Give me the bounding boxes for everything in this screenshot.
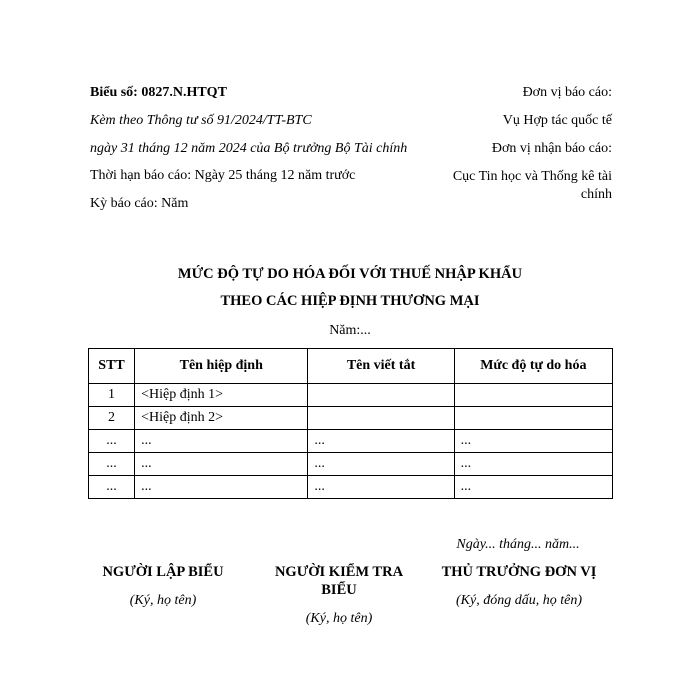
cell-agreement-name: ... [135,430,308,453]
signature-head [430,563,608,609]
col-header-abbreviation: Tên viết tắt [308,349,454,384]
year-line: Năm:... [329,323,371,338]
table-row [89,476,613,499]
cell-liberalization-level [454,384,612,407]
cell-agreement-name: ... [135,476,308,499]
checker-title: NGƯỜI KIỂM TRA BIỂU [274,564,404,598]
reporter-label: Đơn vị báo cáo: [522,85,612,100]
signature-checker [260,563,418,627]
head-note: (Ký, đóng dấu, họ tên) [456,593,582,608]
cell-abbreviation: ... [308,476,454,499]
cell-stt: ... [89,453,135,476]
table-row [89,430,613,453]
cell-abbreviation [308,384,454,407]
header-right [430,84,612,214]
cell-liberalization-level: ... [454,430,612,453]
table-header-row [89,349,613,384]
col-header-stt: STT [89,349,135,384]
col-header-agreement-name: Tên hiệp định [135,349,308,384]
receiver-unit: Cục Tin học và Thống kê tài chính [452,169,612,202]
report-title-line2: THEO CÁC HIỆP ĐỊNH THƯƠNG MẠI [220,293,480,309]
cell-liberalization-level: ... [454,476,612,499]
receiver-label: Đơn vị nhận báo cáo: [491,141,612,156]
cell-stt: ... [89,476,135,499]
cell-stt: 2 [89,407,135,430]
table-row [89,407,613,430]
signature-preparer [88,563,238,609]
checker-note: (Ký, họ tên) [305,611,373,626]
attached-circular: Kèm theo Thông tư số 91/2024/TT-BTC [90,113,312,128]
cell-liberalization-level: ... [454,453,612,476]
col-header-liberalization-level: Mức độ tự do hóa [454,349,612,384]
cell-abbreviation [308,407,454,430]
cell-agreement-name: <Hiệp định 1> [135,384,308,407]
issue-date: ngày 31 tháng 12 năm 2024 của Bộ trưởng Bộ Tài chính [90,141,408,156]
cell-abbreviation: ... [308,453,454,476]
cell-abbreviation: ... [308,430,454,453]
agreements-table [88,348,613,499]
head-title: THỦ TRƯỞNG ĐƠN VỊ [441,564,597,580]
report-period: Kỳ báo cáo: Năm [90,196,189,211]
preparer-title: NGƯỜI LẬP BIỂU [102,564,224,580]
report-deadline: Thời hạn báo cáo: Ngày 25 tháng 12 năm trước [90,168,356,183]
report-title-line1: MỨC ĐỘ TỰ DO HÓA ĐỐI VỚI THUẾ NHẬP KHẨU [177,266,523,282]
cell-stt: ... [89,430,135,453]
table-row [89,384,613,407]
cell-liberalization-level [454,407,612,430]
table-row [89,453,613,476]
reporter-unit: Vụ Hợp tác quốc tế [502,113,612,128]
cell-stt: 1 [89,384,135,407]
cell-agreement-name: <Hiệp định 2> [135,407,308,430]
header-left [90,84,420,223]
sign-date: Ngày... tháng... năm... [456,537,580,552]
preparer-note: (Ký, họ tên) [129,593,197,608]
cell-agreement-name: ... [135,453,308,476]
form-code: Biểu số: 0827.N.HTQT [90,85,227,100]
